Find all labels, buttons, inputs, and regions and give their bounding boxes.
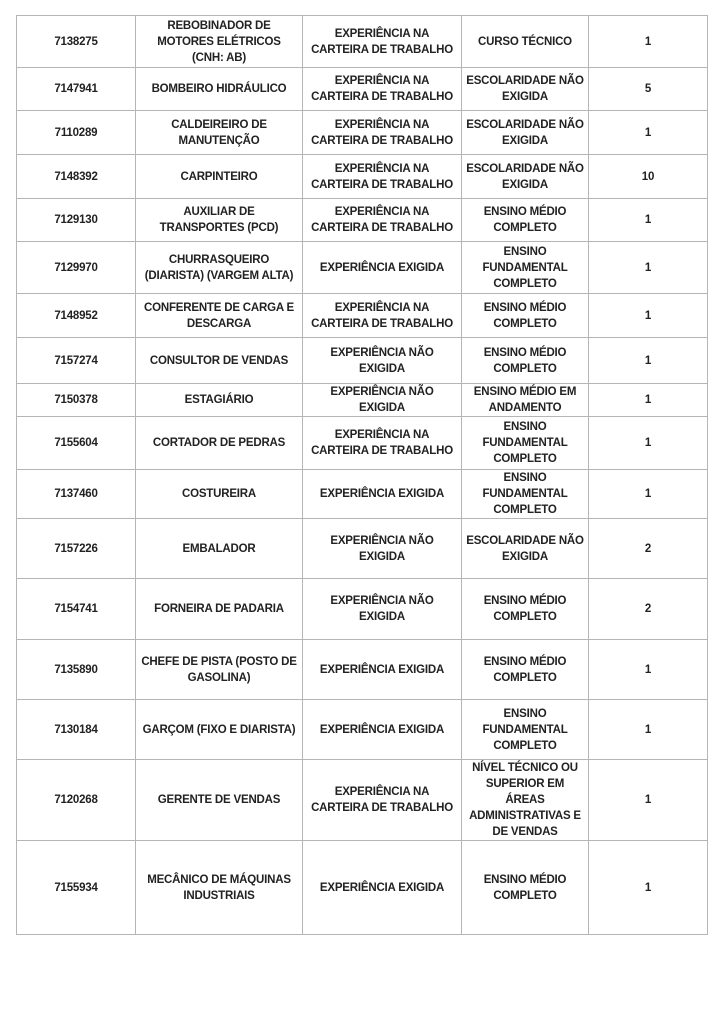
vacancy-count: 1 [589, 199, 708, 242]
education-requirement: CURSO TÉCNICO [462, 16, 589, 68]
vacancy-count: 10 [589, 155, 708, 199]
job-title: BOMBEIRO HIDRÁULICO [136, 68, 303, 111]
job-code: 7157226 [17, 519, 136, 579]
job-title: GARÇOM (FIXO E DIARISTA) [136, 700, 303, 760]
education-requirement: ESCOLARIDADE NÃO EXIGIDA [462, 155, 589, 199]
table-row [17, 579, 708, 640]
job-title: ESTAGIÁRIO [136, 384, 303, 417]
experience-requirement: EXPERIÊNCIA NÃO EXIGIDA [303, 519, 462, 579]
table-row [17, 417, 708, 470]
experience-requirement: EXPERIÊNCIA NA CARTEIRA DE TRABALHO [303, 294, 462, 338]
vacancy-count: 1 [589, 760, 708, 841]
job-code: 7138275 [17, 16, 136, 68]
vacancy-count: 1 [589, 841, 708, 935]
job-title: CARPINTEIRO [136, 155, 303, 199]
job-code: 7137460 [17, 470, 136, 519]
job-code: 7154741 [17, 579, 136, 640]
experience-requirement: EXPERIÊNCIA EXIGIDA [303, 640, 462, 700]
job-code: 7110289 [17, 111, 136, 155]
job-code: 7129970 [17, 242, 136, 294]
vacancy-count: 1 [589, 338, 708, 384]
vacancy-count: 1 [589, 700, 708, 760]
table-row [17, 111, 708, 155]
job-title: CHEFE DE PISTA (POSTO DE GASOLINA) [136, 640, 303, 700]
education-requirement: ENSINO MÉDIO COMPLETO [462, 338, 589, 384]
table-row [17, 470, 708, 519]
table-row [17, 519, 708, 579]
education-requirement: ENSINO MÉDIO COMPLETO [462, 640, 589, 700]
job-code: 7120268 [17, 760, 136, 841]
table-row [17, 841, 708, 935]
experience-requirement: EXPERIÊNCIA NA CARTEIRA DE TRABALHO [303, 111, 462, 155]
vacancy-count: 2 [589, 579, 708, 640]
table-row [17, 294, 708, 338]
experience-requirement: EXPERIÊNCIA EXIGIDA [303, 470, 462, 519]
education-requirement: ENSINO MÉDIO COMPLETO [462, 294, 589, 338]
job-title: CHURRASQUEIRO (DIARISTA) (VARGEM ALTA) [136, 242, 303, 294]
job-code: 7130184 [17, 700, 136, 760]
job-title: CORTADOR DE PEDRAS [136, 417, 303, 470]
education-requirement: ESCOLARIDADE NÃO EXIGIDA [462, 68, 589, 111]
table-row [17, 700, 708, 760]
vacancy-count: 1 [589, 242, 708, 294]
education-requirement: ENSINO MÉDIO EM ANDAMENTO [462, 384, 589, 417]
experience-requirement: EXPERIÊNCIA NÃO EXIGIDA [303, 384, 462, 417]
vacancy-count: 5 [589, 68, 708, 111]
job-code: 7150378 [17, 384, 136, 417]
job-title: GERENTE DE VENDAS [136, 760, 303, 841]
experience-requirement: EXPERIÊNCIA NA CARTEIRA DE TRABALHO [303, 417, 462, 470]
experience-requirement: EXPERIÊNCIA NA CARTEIRA DE TRABALHO [303, 16, 462, 68]
vacancy-count: 1 [589, 384, 708, 417]
table-row [17, 338, 708, 384]
experience-requirement: EXPERIÊNCIA EXIGIDA [303, 841, 462, 935]
job-code: 7148392 [17, 155, 136, 199]
vacancy-count: 1 [589, 111, 708, 155]
vacancy-count: 1 [589, 640, 708, 700]
vacancy-count: 1 [589, 470, 708, 519]
job-code: 7148952 [17, 294, 136, 338]
vacancy-count: 1 [589, 294, 708, 338]
experience-requirement: EXPERIÊNCIA NA CARTEIRA DE TRABALHO [303, 199, 462, 242]
table-row [17, 68, 708, 111]
experience-requirement: EXPERIÊNCIA NÃO EXIGIDA [303, 338, 462, 384]
job-title: CONSULTOR DE VENDAS [136, 338, 303, 384]
table-row [17, 384, 708, 417]
education-requirement: ENSINO MÉDIO COMPLETO [462, 199, 589, 242]
education-requirement: ENSINO MÉDIO COMPLETO [462, 841, 589, 935]
job-vacancies-table [16, 15, 708, 935]
table-row [17, 199, 708, 242]
job-title: CALDEIREIRO DE MANUTENÇÃO [136, 111, 303, 155]
job-code: 7147941 [17, 68, 136, 111]
job-title: REBOBINADOR DE MOTORES ELÉTRICOS (CNH: AB) [136, 16, 303, 68]
table-row [17, 16, 708, 68]
experience-requirement: EXPERIÊNCIA NA CARTEIRA DE TRABALHO [303, 155, 462, 199]
job-title: FORNEIRA DE PADARIA [136, 579, 303, 640]
job-code: 7135890 [17, 640, 136, 700]
vacancy-count: 1 [589, 16, 708, 68]
education-requirement: ESCOLARIDADE NÃO EXIGIDA [462, 519, 589, 579]
table-row [17, 242, 708, 294]
education-requirement: ENSINO FUNDAMENTAL COMPLETO [462, 470, 589, 519]
education-requirement: ENSINO FUNDAMENTAL COMPLETO [462, 417, 589, 470]
vacancy-count: 1 [589, 417, 708, 470]
experience-requirement: EXPERIÊNCIA NÃO EXIGIDA [303, 579, 462, 640]
education-requirement: ENSINO MÉDIO COMPLETO [462, 579, 589, 640]
education-requirement: ESCOLARIDADE NÃO EXIGIDA [462, 111, 589, 155]
table-row [17, 760, 708, 841]
job-title: EMBALADOR [136, 519, 303, 579]
vacancy-count: 2 [589, 519, 708, 579]
experience-requirement: EXPERIÊNCIA EXIGIDA [303, 242, 462, 294]
job-code: 7155934 [17, 841, 136, 935]
job-code: 7155604 [17, 417, 136, 470]
experience-requirement: EXPERIÊNCIA NA CARTEIRA DE TRABALHO [303, 760, 462, 841]
experience-requirement: EXPERIÊNCIA NA CARTEIRA DE TRABALHO [303, 68, 462, 111]
table-row [17, 155, 708, 199]
education-requirement: ENSINO FUNDAMENTAL COMPLETO [462, 242, 589, 294]
education-requirement: NÍVEL TÉCNICO OU SUPERIOR EM ÁREAS ADMINISTRATIVAS E DE VENDAS [462, 760, 589, 841]
table-row [17, 640, 708, 700]
job-code: 7129130 [17, 199, 136, 242]
education-requirement: ENSINO FUNDAMENTAL COMPLETO [462, 700, 589, 760]
job-title: MECÂNICO DE MÁQUINAS INDUSTRIAIS [136, 841, 303, 935]
job-title: CONFERENTE DE CARGA E DESCARGA [136, 294, 303, 338]
job-title: AUXILIAR DE TRANSPORTES (PCD) [136, 199, 303, 242]
job-title: COSTUREIRA [136, 470, 303, 519]
job-code: 7157274 [17, 338, 136, 384]
experience-requirement: EXPERIÊNCIA EXIGIDA [303, 700, 462, 760]
